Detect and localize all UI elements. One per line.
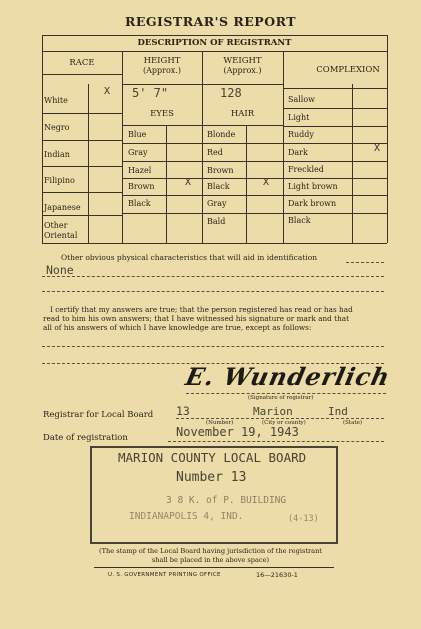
registration-date-line [168, 441, 384, 442]
hair-row-rule [202, 178, 283, 179]
registrar-signature: E. Wunderlich [182, 362, 393, 391]
other-characteristics-line [346, 262, 384, 263]
other-characteristics-line [42, 276, 384, 277]
race-option-japanese: Japanese [44, 203, 81, 212]
complexion-row-rule [283, 143, 387, 144]
stamp-note-line-2: shall be placed in the above space) [151, 556, 270, 564]
footer-rule [94, 567, 334, 568]
local-board-line [176, 418, 384, 419]
complexion-option-freckled: Freckled [288, 165, 324, 174]
eyes-option-brown: Brown [128, 182, 155, 191]
complexion-row-rule [283, 195, 387, 196]
race-row-rule [42, 192, 122, 193]
complexion-option-ruddy: Ruddy [288, 130, 314, 139]
race-mark-divider [88, 84, 89, 243]
eyes-row-rule [122, 195, 202, 196]
table-bottom-border [42, 243, 387, 244]
weight-approx-label: (Approx.) [223, 66, 262, 75]
city-caption: (City or county) [262, 420, 306, 426]
race-header: RACE [69, 58, 95, 68]
race-option-other: Other [44, 221, 68, 230]
complexion-row-rule [283, 178, 387, 179]
exceptions-line [42, 346, 384, 347]
weight-header: WEIGHT [223, 56, 262, 66]
complexion-header: COMPLEXION [316, 65, 380, 75]
local-board-label: Registrar for Local Board [43, 410, 154, 420]
stamp-line-2: Number 13 [176, 470, 247, 485]
other-characteristics-value: None [46, 263, 74, 277]
complexion-option-dark: Dark [288, 148, 308, 157]
complexion-row-rule [283, 213, 387, 214]
eyes-hair-header-rule [122, 125, 283, 126]
hair-option-blonde: Blonde [207, 130, 236, 139]
eyes-option-gray: Gray [128, 148, 148, 157]
stamp-line-1: MARION COUNTY LOCAL BOARD [118, 450, 307, 465]
race-option-white: White [44, 96, 68, 105]
race-row-rule [42, 140, 122, 141]
local-board-state: Ind [328, 405, 348, 418]
signature-line [186, 393, 386, 394]
height-weight-rule [122, 84, 283, 85]
form-subtitle: DESCRIPTION OF REGISTRANT [137, 38, 292, 48]
local-board-number: 13 [176, 404, 190, 418]
certification-line-2: read to him his own answers; that I have witnessed his signature or mark and that [43, 314, 350, 323]
subtitle-rule [42, 51, 387, 52]
state-caption: (State) [343, 420, 363, 426]
height-header: HEIGHT [143, 56, 181, 66]
hair-row-rule [202, 213, 283, 214]
local-board-stamp [90, 446, 338, 544]
eyes-option-blue: Blue [128, 130, 147, 139]
registration-date-value: November 19, 1943 [176, 425, 299, 439]
stamp-note-line-1: (The stamp of the Local Board having jurisdiction of the registrant [99, 547, 322, 555]
signature-caption: (Signature of registrar) [248, 395, 314, 401]
footer-printer: U. S. GOVERNMENT PRINTING OFFICE [108, 572, 221, 578]
hair-header: HAIR [230, 109, 255, 119]
race-option-indian: Indian [44, 150, 70, 159]
stamp-line-5: (4-13) [288, 514, 319, 524]
race-option-filipino: Filipino [44, 176, 75, 185]
weight-value: 128 [220, 86, 242, 100]
race-row-rule [42, 215, 122, 216]
hair-option-red: Red [207, 148, 223, 157]
certification-line-1: I certify that my answers are true; that the person registered has read or has had [50, 305, 353, 314]
registration-date-label: Date of registration [43, 433, 128, 443]
hair-row-rule [202, 143, 283, 144]
complexion-option-sallow: Sallow [288, 95, 316, 104]
complexion-option-dark-brown: Dark brown [288, 199, 337, 208]
complexion-row-rule [283, 161, 387, 162]
race-option-oriental: Oriental [44, 231, 78, 240]
complexion-row-rule [283, 126, 387, 127]
race-divider [122, 51, 123, 243]
hair-option-gray: Gray [207, 199, 227, 208]
footer-code: 16—21630-1 [256, 571, 298, 579]
complexion-option-light-brown: Light brown [288, 182, 338, 191]
other-characteristics-line [42, 291, 384, 292]
hair-option-brown: Brown [207, 166, 234, 175]
complexion-row-rule [283, 108, 387, 109]
hair-black-mark: X [263, 177, 270, 188]
race-option-negro: Negro [44, 123, 70, 132]
race-header-rule [42, 74, 122, 75]
complexion-option-black: Black [288, 216, 311, 225]
eyes-option-hazel: Hazel [128, 166, 152, 175]
complexion-option-light: Light [288, 113, 310, 122]
race-white-mark: X [104, 86, 111, 97]
eyes-row-rule [122, 143, 202, 144]
complexion-dark-mark: X [374, 143, 381, 154]
number-caption: (Number) [206, 420, 234, 426]
weight-divider [283, 51, 284, 243]
eyes-row-rule [122, 213, 202, 214]
eyes-header: EYES [150, 109, 174, 119]
eyes-row-rule [122, 161, 202, 162]
hair-option-black: Black [207, 182, 230, 191]
complexion-header-rule [283, 88, 387, 89]
eyes-brown-mark: X [185, 177, 192, 188]
height-divider [202, 51, 203, 243]
local-board-city: Marion [253, 405, 293, 418]
other-characteristics-label: Other obvious physical characteristics that will aid in identification [61, 253, 318, 262]
race-row-rule [42, 113, 122, 114]
height-approx-label: (Approx.) [143, 66, 181, 75]
stamp-line-4: INDIANAPOLIS 4, IND. [129, 511, 244, 522]
hair-row-rule [202, 161, 283, 162]
stamp-line-3: 3 8 K. of P. BUILDING [166, 495, 287, 506]
eyes-option-black: Black [128, 199, 151, 208]
hair-option-bald: Bald [207, 217, 226, 226]
table-top-border [42, 35, 387, 36]
height-value: 5' 7" [132, 86, 169, 100]
hair-row-rule [202, 195, 283, 196]
race-row-rule [42, 166, 122, 167]
certification-line-3: all of his answers of which I have knowledge are true, except as follows: [43, 323, 312, 332]
form-title: REGISTRAR'S REPORT [124, 14, 297, 29]
